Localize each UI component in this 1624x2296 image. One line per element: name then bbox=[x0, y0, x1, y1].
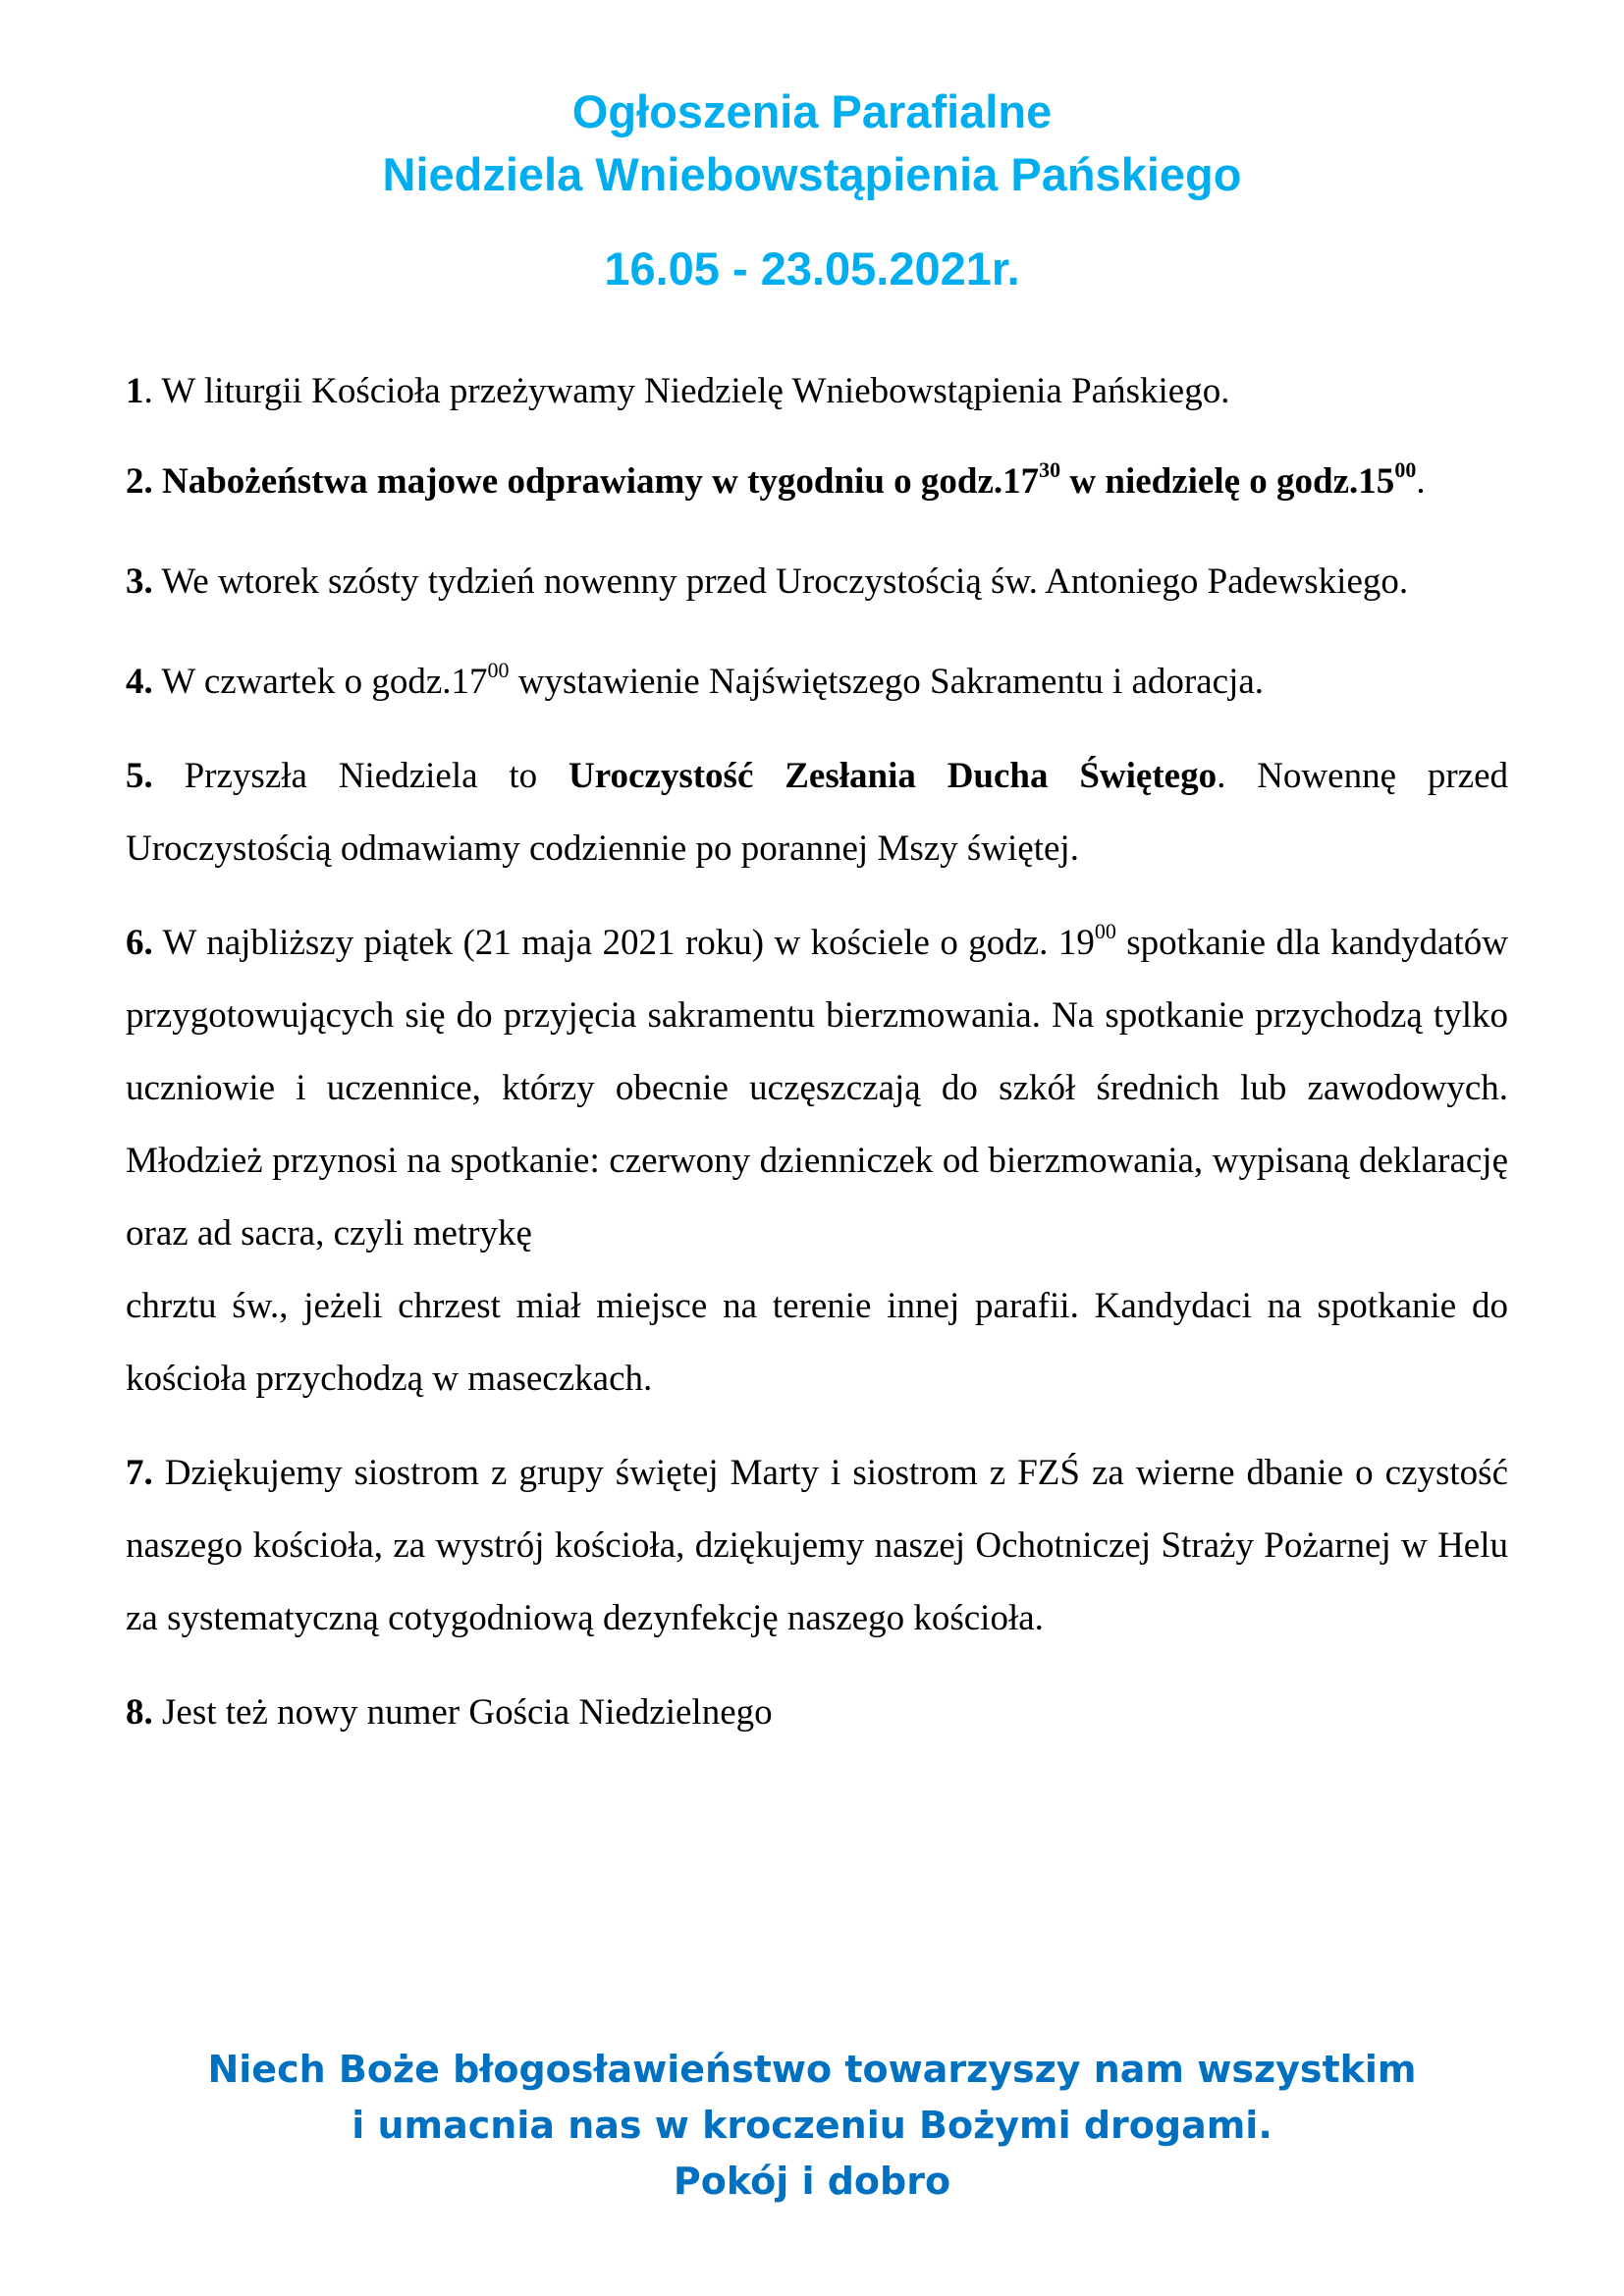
item-text: . W liturgii Kościoła przeżywamy Niedzielę Wniebowstąpienia Pańskiego. bbox=[143, 371, 1230, 411]
blessing-line-3: Pokój i dobro bbox=[673, 2160, 951, 2203]
item-text: wystawienie Najświętszego Sakramentu i adoracja. bbox=[509, 662, 1265, 702]
announcement-item-4 bbox=[126, 646, 1508, 719]
time-superscript: 00 bbox=[1394, 457, 1417, 482]
item-number: 2 bbox=[126, 461, 144, 502]
announcement-item-2 bbox=[126, 446, 1508, 518]
announcement-item-6 bbox=[126, 907, 1508, 1415]
item-number: 3. bbox=[126, 561, 153, 602]
time-superscript: 00 bbox=[1094, 919, 1116, 943]
item-number: 4. bbox=[126, 662, 153, 702]
announcement-item-1 bbox=[126, 355, 1508, 428]
item-bold-text: Uroczystość Zesłania Ducha Świętego bbox=[568, 756, 1218, 796]
item-text: w niedzielę o godz.15 bbox=[1060, 461, 1395, 502]
item-text: spotkanie dla kandydatów przygotowujących się do przyjęcia sakramentu bierzmowania. Na spotkanie przychodzą tylko uczniowie i uczennice, którzy obecnie uczęszczają do szkół średnich lub zawodowych. Młodzież przynosi na spotkanie: czerwony dzienniczek od bierzmowania, wypisaną deklarację oraz ad sacra, czyli metrykę bbox=[126, 923, 1508, 1254]
announcements-list bbox=[126, 355, 1508, 1749]
item-text: Przyszła Niedziela to bbox=[152, 756, 569, 796]
item-text: Jest też nowy numer Gościa Niedzielnego bbox=[152, 1692, 773, 1733]
item-number: 7. bbox=[126, 1453, 153, 1493]
item-number: 1 bbox=[126, 371, 144, 411]
item-text: . Nowennę przed Uroczystością odmawiamy codziennie po porannej Mszy świętej. bbox=[126, 756, 1509, 869]
header bbox=[0, 80, 1624, 296]
date-range: 16.05 - 23.05.2021r. bbox=[604, 242, 1020, 294]
announcement-item-8 bbox=[126, 1677, 1508, 1749]
page-title: Ogłoszenia Parafialne bbox=[571, 85, 1053, 137]
item-text: . bbox=[1416, 461, 1426, 502]
item-text: W czwartek o godz.17 bbox=[152, 662, 488, 702]
page-subtitle: Niedziela Wniebowstąpienia Pańskiego bbox=[382, 148, 1242, 200]
item-number: 6. bbox=[126, 923, 153, 963]
announcement-item-7 bbox=[126, 1437, 1508, 1655]
item-text: Dziękujemy siostrom z grupy świętej Marty i siostrom z FZŚ za wierne dbanie o czystość naszego kościoła, za wystrój kościoła, dziękujemy naszej Ochotniczej Straży Pożarnej w Helu za systematyczną cotygodniową dezynfekcję naszego kościoła. bbox=[126, 1453, 1508, 1638]
announcement-item-3 bbox=[126, 546, 1508, 618]
item-text: We wtorek szósty tydzień nowenny przed Uroczystością św. Antoniego Padewskiego. bbox=[152, 561, 1409, 602]
item-text: W najbliższy piątek (21 maja 2021 roku) w kościele o godz. 19 bbox=[152, 923, 1095, 963]
blessing-line-1: Niech Boże błogosławieństwo towarzyszy nam wszystkim bbox=[207, 2048, 1417, 2091]
item-text: chrztu św., jeżeli chrzest miał miejsce na terenie innej parafii. Kandydaci na spotkanie do kościoła przychodzą w maseczkach. bbox=[126, 1286, 1508, 1399]
item-number: 8. bbox=[126, 1692, 153, 1733]
time-superscript: 30 bbox=[1039, 457, 1061, 482]
announcement-item-5 bbox=[126, 740, 1508, 885]
time-superscript: 00 bbox=[487, 658, 510, 682]
closing-blessing bbox=[0, 2042, 1624, 2210]
item-number: 5. bbox=[126, 756, 153, 796]
item-text: . Nabożeństwa majowe odprawiamy w tygodniu o godz.17 bbox=[143, 461, 1040, 502]
blessing-line-2: i umacnia nas w kroczeniu Bożymi drogami. bbox=[352, 2104, 1272, 2147]
